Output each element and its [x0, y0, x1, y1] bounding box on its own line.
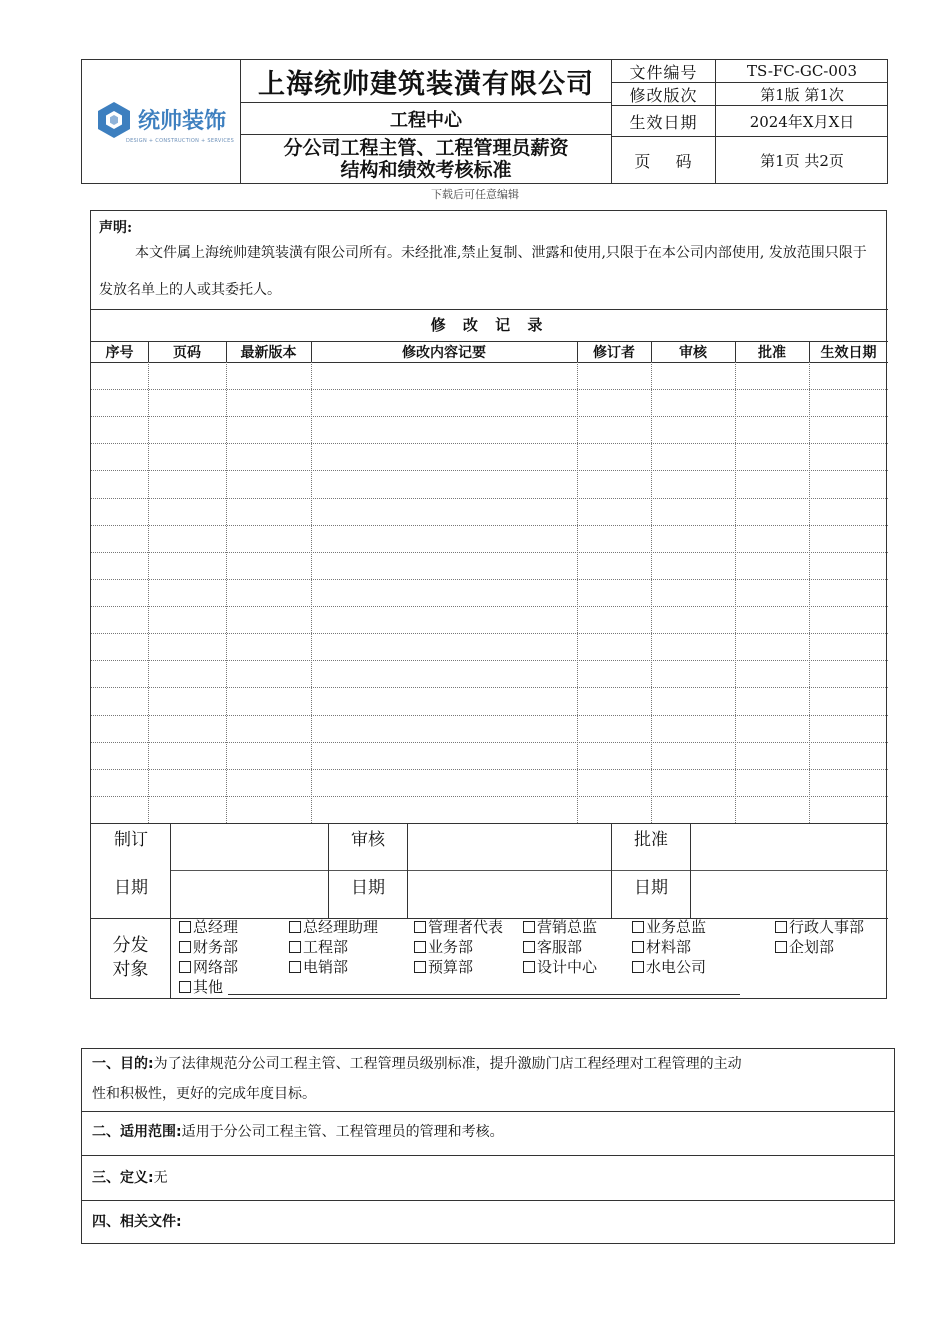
section-scope-label: 二、适用范围: [92, 1124, 182, 1140]
revision-table-row [91, 443, 888, 470]
section-related-docs-label: 四、相关文件: [92, 1214, 182, 1230]
distribution-option-label: 电销部 [303, 958, 349, 976]
distribution-option[interactable] [179, 936, 238, 957]
section-scope-text: 适用于分公司工程主管、工程管理员的管理和考核。 [181, 1124, 504, 1140]
meta-label-revision: 修改版次 [629, 85, 698, 105]
meta-value-page: 第1页 共2页 [760, 151, 844, 170]
distribution-option-label: 总经理 [193, 918, 239, 936]
revision-table-row [91, 498, 888, 525]
approved-by-label: 批准 [634, 830, 668, 850]
revision-record-title: 修 改 记 录 [430, 315, 549, 334]
company-name: 上海统帅建筑装潢有限公司 [258, 68, 594, 100]
distribution-option-label: 工程部 [303, 938, 349, 956]
meta-label-page: 页 码 [634, 151, 693, 171]
col-header-version: 最新版本 [240, 345, 297, 361]
checkbox-icon[interactable] [289, 941, 301, 953]
col-header-effective-date: 生效日期 [820, 345, 877, 361]
distribution-option-label: 营销总监 [537, 918, 598, 936]
distribution-option[interactable] [523, 916, 597, 937]
distribution-option[interactable] [775, 916, 864, 937]
distribution-option-label: 财务部 [193, 938, 239, 956]
section-definition-label: 三、定义: [92, 1170, 154, 1186]
revision-table-row [91, 416, 888, 443]
revision-table-row [91, 715, 888, 742]
revision-table-row [91, 796, 888, 823]
checkbox-icon[interactable] [179, 921, 191, 933]
checkbox-icon[interactable] [775, 921, 787, 933]
checkbox-icon[interactable] [632, 941, 644, 953]
distribution-option[interactable] [289, 936, 348, 957]
distribution-option[interactable] [414, 936, 473, 957]
section-definition [92, 1163, 168, 1193]
section-purpose-text2: 性和积极性，更好的完成年度目标。 [92, 1086, 316, 1102]
checkbox-icon[interactable] [289, 961, 301, 973]
distribution-option-label: 材料部 [646, 938, 692, 956]
distribution-option-label: 水电公司 [646, 958, 707, 976]
checkbox-icon[interactable] [523, 921, 535, 933]
revision-table-row [91, 525, 888, 552]
distribution-option[interactable] [414, 956, 473, 977]
checkbox-icon[interactable] [179, 981, 191, 993]
col-header-no: 序号 [105, 345, 134, 361]
distribution-option[interactable] [775, 936, 834, 957]
distribution-option-label: 网络部 [193, 958, 239, 976]
distribution-option[interactable] [632, 936, 691, 957]
edit-caption: 下载后可任意编辑 [431, 188, 519, 201]
col-header-review: 审核 [679, 345, 707, 361]
purpose-block [81, 1048, 895, 1244]
revision-table-row [91, 579, 888, 606]
checkbox-icon[interactable] [289, 921, 301, 933]
distribution-option[interactable] [179, 956, 238, 977]
checkbox-icon[interactable] [775, 941, 787, 953]
document-title-line2: 结构和绩效考核标准 [340, 159, 512, 181]
revision-block [90, 210, 887, 999]
distribution-option-label: 行政人事部 [789, 918, 865, 936]
checkbox-icon[interactable] [414, 941, 426, 953]
approved-date-label: 日期 [634, 878, 668, 898]
prepared-date-label: 日期 [114, 878, 148, 898]
section-definition-text: 无 [153, 1170, 168, 1186]
distribution-option-label: 企划部 [789, 938, 835, 956]
distribution-option-label: 客服部 [537, 938, 583, 956]
distribution-option-label: 业务部 [428, 938, 474, 956]
cube-logo-icon [96, 100, 132, 140]
section-purpose-label: 一、目的: [92, 1056, 154, 1072]
statement-heading: 声明: [99, 220, 133, 236]
meta-value-revision: 第1版 第1次 [760, 85, 844, 104]
checkbox-icon[interactable] [523, 961, 535, 973]
reviewed-by-label: 审核 [351, 830, 385, 850]
document-header [81, 59, 888, 184]
department-name: 工程中心 [390, 109, 462, 131]
document-title-line1: 分公司工程主管、工程管理员薪资 [283, 137, 569, 159]
distribution-option-label: 其他 [193, 978, 224, 996]
revision-table-row [91, 606, 888, 633]
distribution-label-line2: 对象 [112, 959, 149, 980]
distribution-option-label: 业务总监 [646, 918, 707, 936]
revision-table-row [91, 769, 888, 796]
revision-table-row [91, 633, 888, 660]
revision-table-row [91, 742, 888, 769]
distribution-label-line1: 分发 [112, 935, 149, 956]
section-related-docs [92, 1207, 182, 1237]
section-purpose [92, 1049, 887, 1109]
checkbox-icon[interactable] [179, 941, 191, 953]
checkbox-icon[interactable] [179, 961, 191, 973]
meta-label-doc-number: 文件编号 [629, 62, 698, 82]
distribution-option[interactable] [414, 916, 503, 937]
checkbox-icon[interactable] [632, 961, 644, 973]
distribution-option-label: 预算部 [428, 958, 474, 976]
meta-label-effective-date: 生效日期 [629, 112, 698, 132]
logo-tagline: DESIGN + CONSTRUCTION + SERVICES [125, 137, 235, 144]
revision-table-row [91, 660, 888, 687]
checkbox-icon[interactable] [523, 941, 535, 953]
distribution-option[interactable] [289, 916, 378, 937]
section-scope [92, 1117, 504, 1147]
distribution-option[interactable] [289, 956, 348, 977]
section-purpose-text: 为了法律规范分公司工程主管、工程管理员级别标准，提升激励门店工程经理对工程管理的主动 [153, 1056, 742, 1072]
distribution-option[interactable] [632, 956, 706, 977]
col-header-content: 修改内容记要 [402, 345, 486, 361]
distribution-option-label: 管理者代表 [428, 918, 504, 936]
logo-wordmark: 统帅装饰 [137, 109, 226, 134]
distribution-label [91, 934, 170, 982]
checkbox-icon[interactable] [632, 921, 644, 933]
reviewed-date-label: 日期 [351, 878, 385, 898]
distribution-option[interactable] [179, 916, 238, 937]
checkbox-icon[interactable] [414, 961, 426, 973]
revision-table-row [91, 687, 888, 714]
revision-table-row [91, 389, 888, 416]
checkbox-icon[interactable] [414, 921, 426, 933]
distribution-option[interactable] [523, 956, 597, 977]
prepared-by-label: 制订 [114, 830, 148, 850]
col-header-approve: 批准 [758, 345, 786, 361]
distribution-option-other[interactable] [179, 976, 223, 997]
col-header-page: 页码 [173, 345, 201, 361]
col-header-reviser: 修订者 [593, 345, 635, 361]
distribution-option[interactable] [632, 916, 706, 937]
distribution-option-label: 总经理助理 [303, 918, 379, 936]
company-logo [82, 60, 240, 183]
statement-body: 本文件属上海统帅建筑装潢有限公司所有。未经批准,禁止复制、泄露和使用,只限于在本公司内部使用, 发放范围只限于发放名单上的人或其委托人。 [99, 245, 867, 298]
revision-table-row [91, 470, 888, 497]
distribution-option-label: 设计中心 [537, 958, 598, 976]
meta-value-effective-date: 2024年X月X日 [749, 112, 855, 131]
revision-table-row [91, 362, 888, 389]
revision-table-row [91, 552, 888, 579]
document-title [241, 135, 611, 183]
meta-value-doc-number: TS-FC-GC-003 [746, 62, 857, 80]
distribution-option[interactable] [523, 936, 582, 957]
